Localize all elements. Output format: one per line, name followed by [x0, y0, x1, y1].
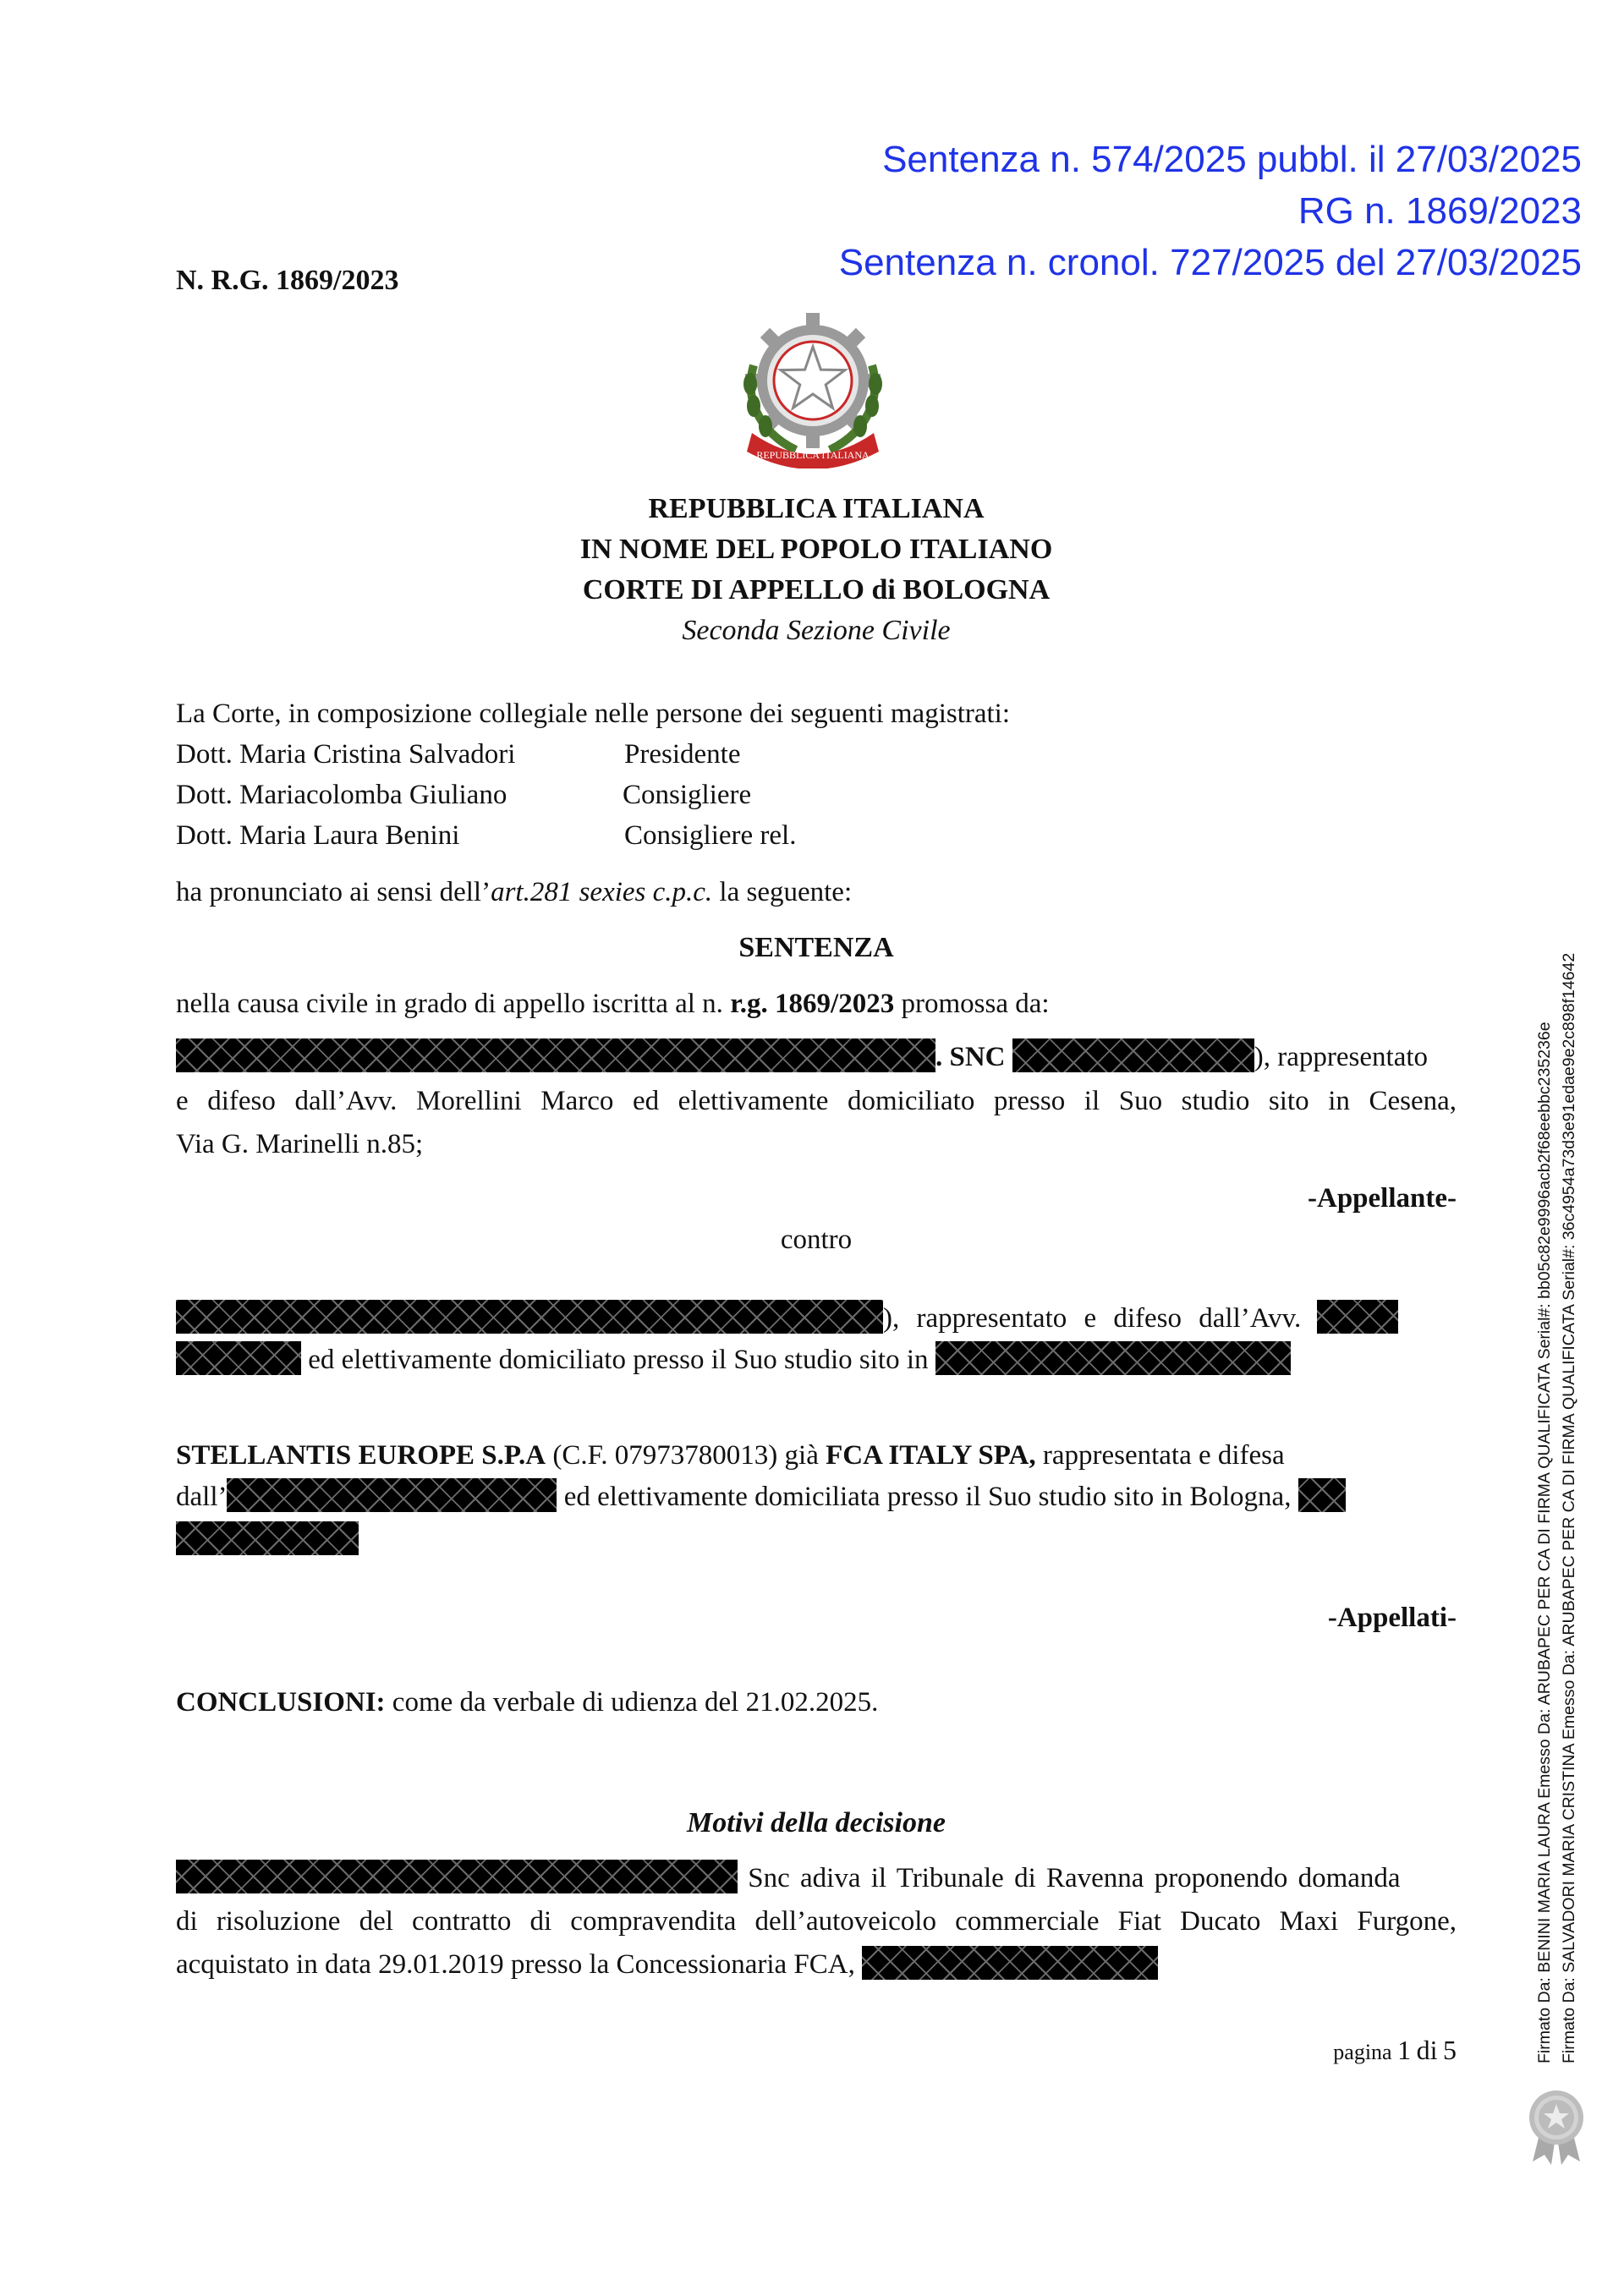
judge-name: Dott. Mariacolomba Giuliano — [176, 780, 508, 810]
stellantis-name: STELLANTIS EUROPE S.P.A — [176, 1440, 546, 1471]
appellant-role: -Appellante- — [1308, 1183, 1457, 1214]
nrg-label: N. R.G. 1869/2023 — [176, 265, 399, 296]
pronounce-post: la seguente: — [712, 877, 853, 907]
redaction-block — [176, 1341, 301, 1375]
appellee1-line1 — [176, 1298, 1457, 1339]
motivi-line1 — [176, 1858, 1457, 1899]
page-number — [176, 2030, 1457, 2073]
stellantis-line2-text: ed elettivamente domiciliata presso il Suo studio sito in Bologna, — [557, 1482, 1292, 1512]
pronounce-pre: ha pronunciato ai sensi dell’ — [176, 877, 491, 907]
stellantis-rest: rappresentata e difesa — [1035, 1440, 1285, 1471]
composition-intro: La Corte, in composizione collegiale nelle persone dei seguenti magistrati: — [176, 699, 1011, 729]
header-sentenza-line: Sentenza n. 574/2025 pubbl. il 27/03/2025 — [882, 139, 1582, 180]
redaction-block — [1298, 1478, 1346, 1512]
conclusioni-text: come da verbale di udienza del 21.02.2025. — [385, 1687, 879, 1718]
redaction-block — [227, 1478, 557, 1512]
heading-republic: REPUBBLICA ITALIANA — [648, 493, 985, 524]
appellant-line2: e difeso dall’Avv. Morellini Marco ed elettivamente domiciliato presso il Suo studio sito in Cesena, — [176, 1086, 1457, 1116]
redaction-block — [176, 1860, 738, 1893]
page-di: di — [1416, 2035, 1438, 2065]
judge-role: Presidente — [624, 739, 741, 770]
stellantis-line2 — [176, 1477, 1457, 1517]
header-cronol-line: Sentenza n. cronol. 727/2025 del 27/03/2025 — [838, 242, 1582, 283]
contro-label: contro — [780, 1225, 853, 1255]
stellantis-dall: dall’ — [176, 1482, 228, 1512]
causa-pre: nella causa civile in grado di appello iscritta al n. — [176, 989, 731, 1019]
header-rg-line: RG n. 1869/2023 — [1298, 190, 1582, 232]
emblem-ribbon-text: REPUBBLICA ITALIANA — [756, 449, 870, 461]
appellant-label — [176, 1178, 1457, 1219]
appellee1-line2 — [176, 1340, 1457, 1380]
page-label: pagina — [1333, 2040, 1392, 2064]
certified-seal-icon — [1524, 2087, 1588, 2165]
motivi-line1-text: Snc adiva il Tribunale di Ravenna proponendo domanda — [738, 1863, 1401, 1893]
pronounce-line — [176, 872, 1457, 912]
judge-row — [176, 775, 1457, 815]
judge-name: Dott. Maria Laura Benini — [176, 820, 460, 851]
heading-court: CORTE DI APPELLO di BOLOGNA — [582, 574, 1051, 606]
redaction-block — [862, 1946, 1158, 1980]
redaction-block — [1012, 1038, 1254, 1072]
appellee1-after: ), rappresentato e difeso dall’Avv. — [883, 1303, 1302, 1334]
judge-name: Dott. Maria Cristina Salvadori — [176, 739, 516, 770]
redaction-block — [176, 1038, 935, 1072]
sentenza-title — [176, 928, 1457, 968]
heading-section: Seconda Sezione Civile — [682, 615, 951, 646]
appellant-line3: Via G. Marinelli n.85; — [176, 1129, 424, 1159]
page-total: 5 — [1443, 2035, 1457, 2065]
appellant-snc: . SNC — [935, 1042, 1006, 1072]
appellant-line1 — [176, 1037, 1457, 1077]
causa-post: promossa da: — [894, 989, 1050, 1019]
motivi-heading: Motivi della decisione — [687, 1807, 946, 1838]
motivi-line3 — [176, 1944, 1457, 1985]
contro-line — [176, 1219, 1457, 1260]
motivi-line2: di risoluzione del contratto di compravendita dell’autoveicolo commerciale Fiat Ducato Maxi Furgone, — [176, 1906, 1457, 1937]
appellee1-line2-text: ed elettivamente domiciliato presso il Suo studio sito in — [301, 1345, 929, 1375]
appellati-label — [176, 1597, 1457, 1638]
judge-row — [176, 734, 1457, 775]
page-current: 1 — [1397, 2035, 1412, 2065]
motivi-title — [176, 1803, 1457, 1844]
stellantis-line1 — [176, 1435, 1457, 1476]
header-stamp — [839, 134, 1582, 288]
motivi-line3-text: acquistato in data 29.01.2019 presso la Concessionaria FCA, — [176, 1949, 855, 1980]
heading-people: IN NOME DEL POPOLO ITALIANO — [579, 534, 1053, 565]
judge-role: Consigliere rel. — [624, 820, 797, 851]
court-heading — [176, 489, 1457, 651]
judge-role: Consigliere — [623, 780, 752, 810]
appellati-role: -Appellati- — [1327, 1603, 1457, 1633]
signature-salvadori: Firmato Da: SALVADORI MARIA CRISTINA Emesso Da: ARUBAPEC PER CA DI FIRMA QUALIFICATA Serial#: 36c4954a73d3e91edae9e2c898f14642 — [1560, 952, 1578, 2063]
judge-row — [176, 815, 1457, 856]
redaction-block — [176, 1300, 883, 1334]
sentenza-label: SENTENZA — [738, 932, 894, 963]
redaction-block — [176, 1521, 359, 1555]
conclusioni-line — [176, 1682, 1457, 1723]
stellantis-line3 — [176, 1520, 1457, 1560]
redaction-block — [1317, 1300, 1398, 1334]
stellantis-cf: (C.F. 07973780013) già — [546, 1440, 826, 1471]
redaction-block — [935, 1341, 1291, 1375]
stellantis-fca: FCA ITALY SPA, — [826, 1440, 1036, 1471]
causa-rg: r.g. 1869/2023 — [730, 989, 895, 1019]
causa-line — [176, 984, 1457, 1024]
appellant-after: ), rappresentato — [1254, 1042, 1429, 1072]
conclusioni-label: CONCLUSIONI: — [176, 1687, 386, 1718]
signature-benini: Firmato Da: BENINI MARIA LAURA Emesso Da: ARUBAPEC PER CA DI FIRMA QUALIFICATA Serial#: bb05c82e9996acb2f68eebbc235236e — [1535, 1022, 1554, 2063]
italian-republic-emblem — [737, 306, 889, 469]
pronounce-article: art.281 sexies c.p.c. — [491, 877, 713, 907]
